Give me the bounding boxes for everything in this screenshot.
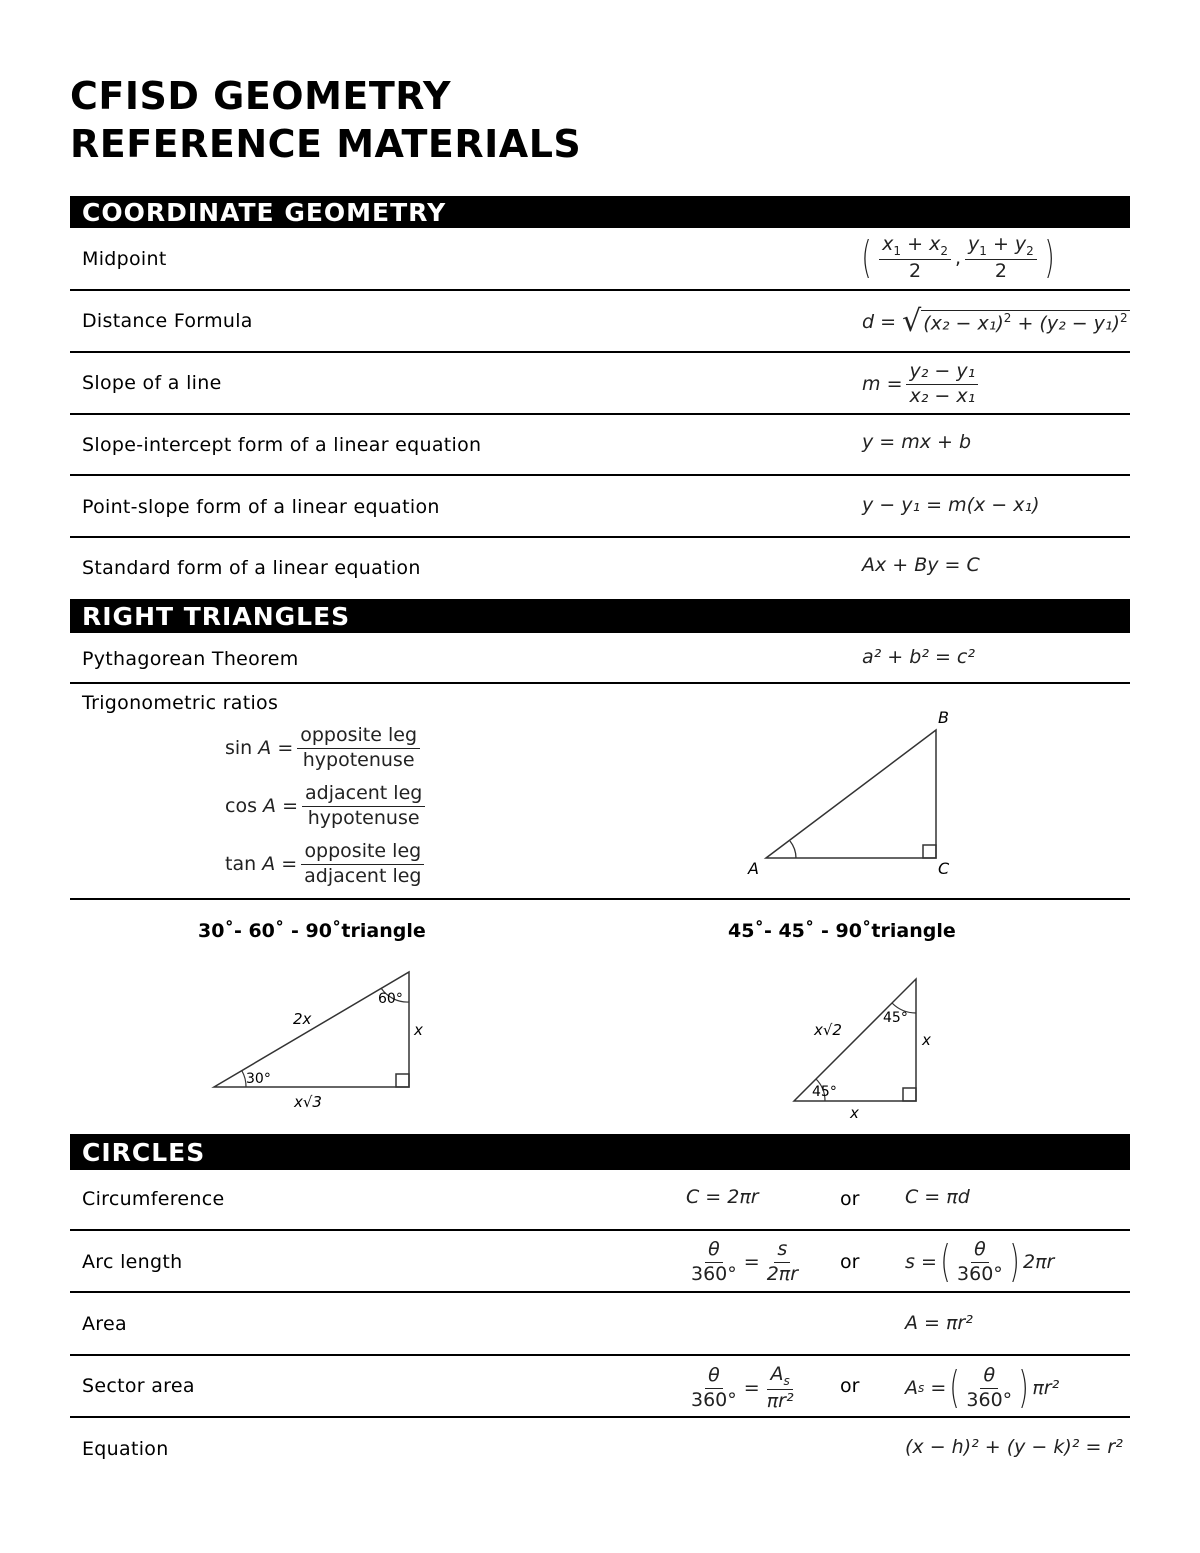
divider — [70, 1229, 1130, 1231]
long-leg-label: x√3 — [294, 1093, 322, 1111]
divider — [70, 413, 1130, 415]
midpoint-formula: ( $\frac{x_1 + x_2}{2}$ , $\frac{y_1 + y_2}{2}$ ) — [861, 232, 1055, 283]
pythagorean-label: Pythagorean Theorem — [82, 648, 299, 670]
title-line-2: REFERENCE MATERIALS — [70, 122, 582, 166]
radical-icon: √ — [902, 304, 922, 339]
divider — [70, 1354, 1130, 1356]
section-header-coordinate-geometry: COORDINATE GEOMETRY — [70, 196, 1130, 228]
30-60-90-heading: 30˚- 60˚ - 90˚triangle — [198, 920, 426, 942]
30-60-90-triangle-diagram — [200, 960, 450, 1120]
right-angle-marker — [903, 1088, 916, 1101]
point-slope-formula: y − y₁ = m(x − x₁) — [862, 494, 1040, 516]
cos-formula: cos A = $\frac{\text{adjacent leg}}{\text{hypotenuse}}$ — [225, 780, 429, 832]
tan-formula: tan A = $\frac{\text{opposite leg}}{\text{adjacent leg}}$ — [225, 838, 428, 890]
pythagorean-formula: a² + b² = c² — [862, 646, 975, 668]
slope-formula: m = $\frac{\text{y₂ − y₁}}{\text{x₂ − x₁}}$ — [862, 358, 982, 410]
vertical-leg-label: x — [922, 1031, 931, 1049]
slope-intercept-formula: y = mx + b — [862, 431, 972, 453]
or-text: or — [840, 1375, 860, 1397]
triangle-45-45-90 — [794, 979, 916, 1101]
angle-30-label: 30° — [246, 1071, 271, 1087]
sector-area-formula-2: A s = ( $\frac{\theta}{360^\circ}$ ) πr² — [905, 1362, 1060, 1413]
circumference-formula-1: C = 2πr — [686, 1186, 759, 1208]
title-line-1: CFISD GEOMETRY — [70, 74, 451, 118]
sin-formula: sin A = $\frac{\text{opposite leg}}{\text{hypotenuse}}$ — [225, 722, 424, 774]
slope-label: Slope of a line — [82, 372, 222, 394]
right-angle-marker — [923, 845, 936, 858]
circumference-formula-2: C = πd — [905, 1186, 970, 1208]
sector-area-label: Sector area — [82, 1375, 195, 1397]
45-45-90-heading: 45˚- 45˚ - 90˚triangle — [728, 920, 956, 942]
arc-length-label: Arc length — [82, 1251, 183, 1273]
divider — [70, 351, 1130, 353]
standard-form-formula: Ax + By = C — [862, 554, 980, 576]
vertex-a-label: A — [748, 859, 759, 878]
vertex-c-label: C — [938, 859, 950, 878]
arc-length-formula-1: $\frac{\theta}{360^\circ}$ = $\frac{s}{2\pi r}$ — [691, 1237, 799, 1285]
triangle-abc — [766, 730, 936, 858]
divider — [70, 898, 1130, 900]
bottom-leg-label: x — [850, 1104, 859, 1122]
distance-formula-label: Distance Formula — [82, 310, 253, 332]
right-angle-marker — [396, 1074, 409, 1087]
vertex-b-label: B — [938, 708, 949, 727]
slope-intercept-label: Slope-intercept form of a linear equation — [82, 434, 482, 456]
45-45-90-triangle-diagram — [780, 965, 960, 1130]
area-formula: A = πr² — [905, 1312, 973, 1334]
short-leg-label: x — [414, 1021, 423, 1039]
triangle-30-60-90 — [214, 972, 409, 1087]
circumference-label: Circumference — [82, 1188, 225, 1210]
or-text: or — [840, 1251, 860, 1273]
standard-form-label: Standard form of a linear equation — [82, 557, 421, 579]
or-text: or — [840, 1188, 860, 1210]
angle-45-top-label: 45° — [883, 1010, 908, 1026]
trig-ratios-label: Trigonometric ratios — [82, 692, 279, 714]
divider — [70, 1416, 1130, 1418]
divider — [70, 289, 1130, 291]
sector-area-formula-1: $\frac{\theta}{360^\circ}$ = $\frac{A_s}{\text{πr²}}$ — [691, 1362, 794, 1412]
midpoint-label: Midpoint — [82, 248, 167, 270]
angle-a-arc — [790, 841, 796, 858]
circle-equation-formula: (x − h)² + (y − k)² = r² — [905, 1436, 1123, 1458]
area-label: Area — [82, 1313, 127, 1335]
divider — [70, 474, 1130, 476]
circle-equation-label: Equation — [82, 1438, 169, 1460]
radicand: $(x_2 - x_1)^2 + (y_2 - y_1)^2$ — [923, 310, 1128, 335]
point-slope-label: Point-slope form of a linear equation — [82, 496, 440, 518]
hypotenuse-label: 2x — [293, 1010, 312, 1028]
section-header-circles: CIRCLES — [70, 1134, 1130, 1170]
distance-formula: d = √ $(x_2 - x_1)^2 + (y_2 - y_1)^2$ — [862, 304, 1128, 339]
arc-length-formula-2: s = ( $\frac{\theta}{360^\circ}$ ) 2πr — [905, 1236, 1055, 1287]
angle-45-bottom-label: 45° — [812, 1084, 837, 1100]
divider — [70, 682, 1130, 684]
divider — [70, 536, 1130, 538]
hypotenuse-label: x√2 — [814, 1021, 842, 1039]
page-title — [70, 72, 581, 168]
section-header-right-triangles: RIGHT TRIANGLES — [70, 599, 1130, 633]
angle-60-label: 60° — [378, 991, 403, 1007]
right-triangle-abc-diagram — [740, 700, 970, 885]
divider — [70, 1291, 1130, 1293]
